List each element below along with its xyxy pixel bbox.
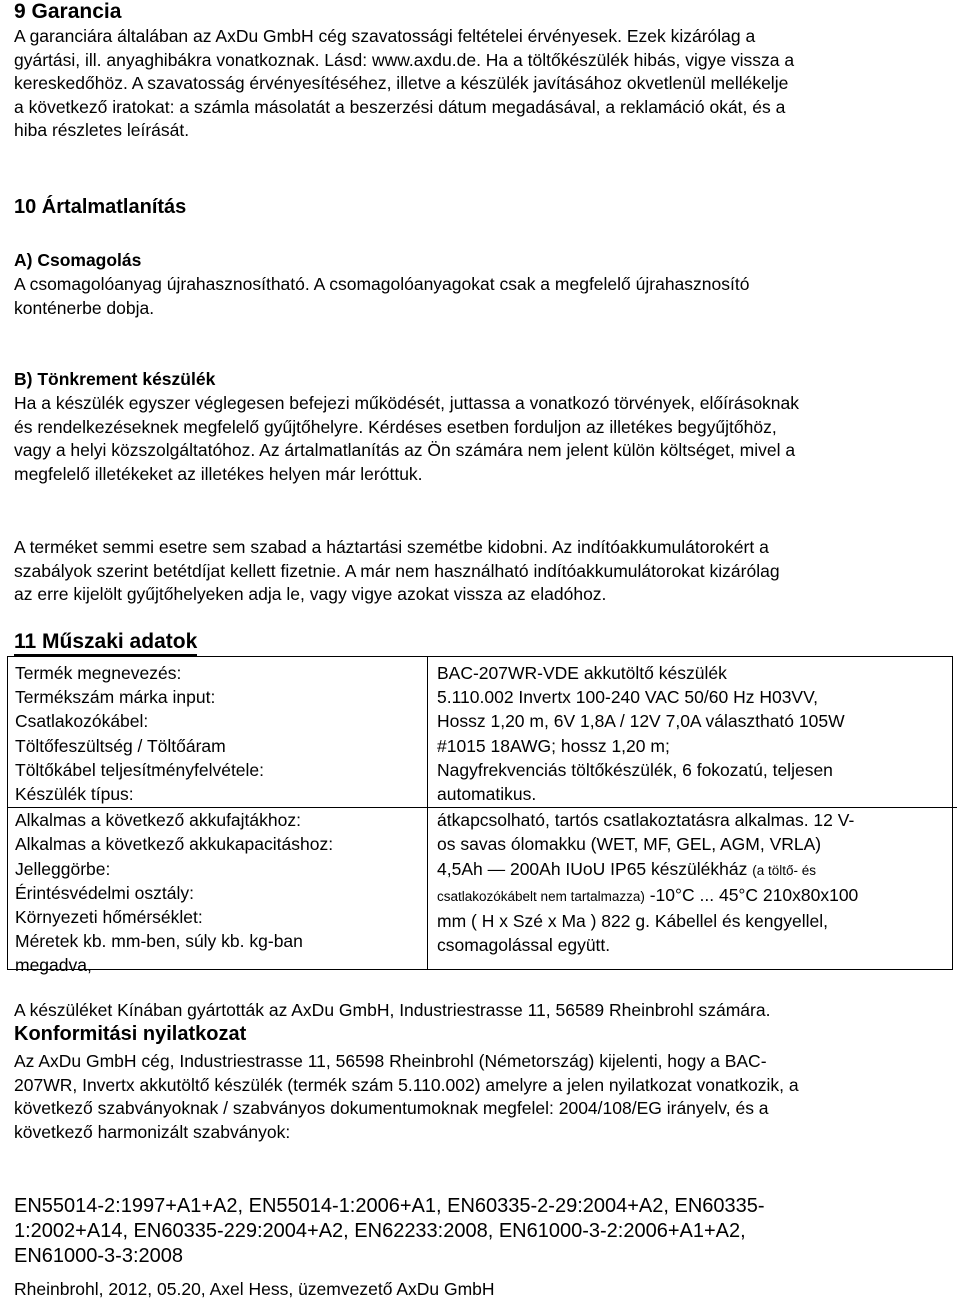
section9-body (14, 25, 944, 143)
spec-value: mm ( H x Szé x Ma ) 822 g. Kábellel és kengyellel, (437, 911, 828, 932)
standards-line: 1:2002+A14, EN60335-229:2004+A2, EN62233:2008, EN61000-3-2:2006+A1+A2, (14, 1220, 746, 1242)
spec-value: #1015 18AWG; hossz 1,20 m; (437, 735, 670, 756)
section10-a-line: konténerbe dobja. (14, 297, 155, 318)
section9-line: kereskedőhöz. A szavatosság érvényesítéséhez, illetve a készülék javításához okvetlenül mellékelje (14, 73, 789, 93)
spec-label: Alkalmas a következő akkukapacitáshoz: (15, 834, 334, 855)
section11-title: 11 Műszaki adatok (14, 630, 197, 656)
spec-value: 4,5Ah — 200Ah IUoU IP65 készülékház (437, 858, 748, 879)
spec-value: os savas ólomakku (WET, MF, GEL, AGM, VRLA) (437, 834, 822, 855)
spec-label: Termék megnevezés: (15, 663, 182, 683)
spec-value: 5.110.002 Invertx 100-240 VAC 50/60 Hz H03VV, (437, 687, 819, 708)
spec-value: Hossz 1,20 m, 6V 1,8A / 12V 7,0A választható 105W (437, 711, 845, 732)
section10-a-title: A) Csomagolás (14, 250, 142, 270)
section10-warning-line: az erre kijelölt gyűjtőhelyeken adja le, vagy vigye azokat vissza az eladóhoz. (14, 584, 607, 604)
spec-value-row (437, 857, 947, 883)
spec-value-note: (a töltő- és (752, 862, 816, 878)
section9-line: hiba részletes leírását. (14, 120, 190, 140)
spec-label: Töltőfeszültség / Töltőáram (15, 735, 226, 756)
made-in-line: A készüléket Kínában gyártották az AxDu GmbH, Industriestrasse 11, 56589 Rheinbrohl számára. (14, 1000, 771, 1020)
spec-label: Alkalmas a következő akkufajtákhoz: (15, 810, 301, 831)
specs-labels (15, 661, 420, 978)
spec-value-row (437, 883, 947, 909)
spec-label: Környezeti hőmérséklet: (15, 907, 203, 928)
conformity-line: 207WR, Invertx akkutöltő készülék (termék szám 5.110.002) amelyre a jelen nyilatkozat vonatkozik, a (14, 1074, 799, 1095)
spec-value: -10°C ... 45°C 210x80x100 (649, 884, 859, 905)
table-divider (427, 657, 428, 969)
signature-line: Rheinbrohl, 2012, 05.20, Axel Hess, üzemvezető AxDu GmbH (14, 1279, 495, 1299)
section10-b-body (14, 392, 944, 486)
conformity-line: Az AxDu GmbH cég, Industriestrasse 11, 56598 Rheinbrohl (Németország) kijelenti, hogy a BAC- (14, 1051, 767, 1071)
spec-label: megadva, (15, 955, 92, 976)
spec-label: Jelleggörbe: (15, 858, 111, 879)
spec-value: csomagolással együtt. (437, 935, 611, 956)
standards-line: EN55014-2:1997+A1+A2, EN55014-1:2006+A1, EN60335-2-29:2004+A2, EN60335- (14, 1195, 765, 1217)
spec-label: Termékszám márka input: (15, 687, 216, 708)
section10-a-body (14, 273, 944, 320)
spec-label: Csatlakozókábel: (15, 711, 149, 732)
section10-b-title: B) Tönkrement készülék (14, 369, 216, 389)
spec-value: Nagyfrekvenciás töltőkészülék, 6 fokozatú, teljesen (437, 759, 833, 780)
spec-label: Méretek kb. mm-ben, súly kb. kg-ban (15, 931, 303, 952)
specs-table (7, 656, 953, 976)
section10-a-line: A csomagolóanyag újrahasznosítható. A csomagolóanyagokat csak a megfelelő újrahasznosító (14, 274, 750, 294)
spec-value-note: csatlakozókábelt nem tartalmazza) (437, 888, 645, 904)
spec-label: Készülék típus: (15, 784, 134, 805)
section11-title-wrap (14, 630, 944, 656)
spec-value: BAC-207WR-VDE akkutöltő készülék (437, 663, 727, 683)
section10-warning (14, 536, 944, 607)
conformity-body (14, 1050, 944, 1144)
conformity-line: következő szabványoknak / szabványos dokumentumoknak megfelel: 2004/108/EG irányelv, és a (14, 1098, 769, 1118)
spec-label: Érintésvédelmi osztály: (15, 882, 194, 903)
section9-line: a következő iratokat: a számla másolatát a beszerzési dátum megadásával, a reklamáció okát, és a (14, 96, 786, 117)
section10-warning-line: szabályok szerint betétdíjat kellett fizetnie. A már nem használható indítóakkumulátorokat kizárólag (14, 560, 780, 581)
section9-line: gyártási, ill. anyaghibákra vonatkoznak. Lásd: www.axdu.de. Ha a töltőkészülék hibás, vigye vissza a (14, 49, 795, 70)
conformity-line: következő harmonizált szabványok: (14, 1121, 291, 1142)
standards-line: EN61000-3-3:2008 (14, 1245, 184, 1267)
section9-line: A garanciára általában az AxDu GmbH cég szavatossági feltételei érvényesek. Ezek kizárólag a (14, 26, 756, 46)
spec-value: automatikus. (437, 784, 537, 805)
section10-b-line: megfelelő illetékeket az illetékes helyen már leróttuk. (14, 463, 423, 484)
spec-value: átkapcsolható, tartós csatlakoztatásra alkalmas. 12 V- (437, 810, 855, 831)
section9-title: 9 Garancia (14, 0, 122, 23)
section10-b-line: Ha a készülék egyszer véglegesen befejezi működését, juttassa a vonatkozó törvények, előírásoknak (14, 393, 800, 413)
spec-label: Töltőkábel teljesítményfelvétele: (15, 759, 265, 780)
conformity-title: Konformitási nyilatkozat (14, 1023, 247, 1045)
section10-b-line: és rendelkezéseknek megfelelő gyűjtőhelyre. Kérdéses esetben forduljon az illetékes begyűjtőhöz, (14, 416, 777, 437)
standards-list (14, 1194, 944, 1269)
section10-title: 10 Ártalmatlanítás (14, 196, 187, 218)
specs-values (437, 661, 947, 957)
section10-b-line: vagy a helyi közszolgáltatóhoz. Az ártalmatlanítás az Ön számára nem jelent külön költséget, mivel a (14, 440, 796, 460)
section10-warning-line: A terméket semmi esetre sem szabad a háztartási szemétbe kidobni. Az indítóakkumulátorokért a (14, 537, 769, 557)
